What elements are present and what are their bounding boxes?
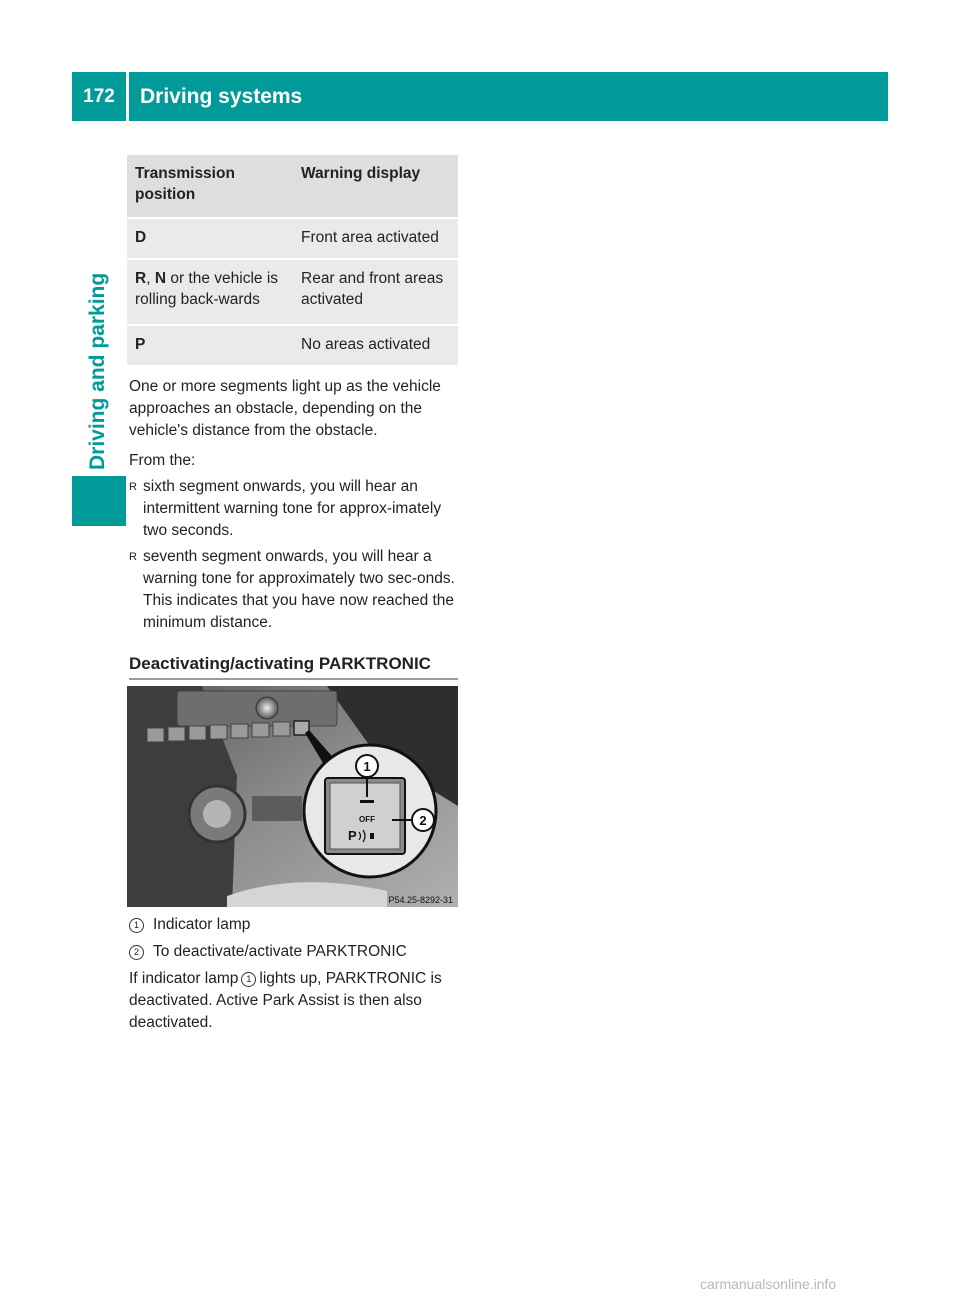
watermark: carmanualsonline.info — [700, 1276, 837, 1292]
volume-knob — [256, 697, 278, 719]
page-number: 172 — [83, 85, 115, 107]
note-number-icon: 1 — [241, 972, 256, 987]
callout-2-number: 2 — [419, 813, 427, 828]
legend-number-icon: 2 — [129, 945, 144, 960]
bullet-mark-icon: R — [129, 481, 137, 493]
legend-note — [129, 968, 464, 1034]
parktronic-figure — [127, 686, 458, 907]
legend-text: Indicator lamp — [153, 916, 251, 933]
cell-position — [127, 325, 293, 366]
cell-position — [127, 218, 293, 259]
note-text-end: lights up, PARKTRONIC is deactivated. Active Park Assist is then also deactivated. — [129, 970, 442, 1031]
car-icon — [370, 833, 374, 839]
figure-code: P54.25-8292-31 — [388, 895, 453, 905]
legend-item — [129, 941, 464, 963]
position-code: N — [154, 270, 167, 287]
table-row — [127, 325, 458, 366]
climate-display — [252, 796, 302, 821]
table-row — [127, 218, 458, 259]
position-code: R — [135, 270, 147, 287]
legend-item — [129, 914, 464, 936]
position-separator: , — [146, 270, 155, 287]
legend-text: To deactivate/activate PARKTRONIC — [153, 943, 407, 960]
list-item — [129, 476, 462, 542]
table-header-row — [127, 155, 458, 218]
section-title: Driving systems — [140, 84, 303, 108]
parking-symbol-icon: P — [348, 828, 357, 843]
figure-legend — [129, 914, 464, 1034]
position-description: or the vehicle is rolling back-wards — [135, 270, 279, 308]
cell-display: Front area activated — [293, 218, 458, 259]
button-off-label: OFF — [359, 815, 375, 824]
section-heading: Deactivating/activating PARKTRONIC — [129, 654, 458, 680]
callout-1-number: 1 — [363, 759, 371, 774]
list-item — [129, 546, 462, 634]
header-transmission-position: Transmission position — [127, 155, 293, 218]
indicator-lamp — [360, 800, 374, 803]
list-item-text: sixth segment onwards, you will hear an intermittent warning tone for approx-imately two seconds. — [143, 478, 442, 539]
note-text-start: If indicator lamp — [129, 970, 239, 987]
transmission-table — [127, 155, 458, 367]
header-warning-display: Warning display — [293, 155, 458, 218]
cell-position — [127, 259, 293, 325]
position-code: P — [135, 336, 146, 353]
position-code: D — [135, 229, 147, 246]
cell-display: Rear and front areas activated — [293, 259, 458, 325]
list-item-text: seventh segment onwards, you will hear a warning tone for approximately two sec-onds. This indicates that you have now reached the minimum distance. — [143, 548, 455, 631]
side-tab-label: Driving and parking — [86, 272, 109, 470]
legend-number-icon: 1 — [129, 918, 144, 933]
header-divider — [126, 72, 129, 121]
body-text — [129, 376, 462, 638]
side-tab-marker — [72, 476, 126, 526]
climate-dial-center — [203, 800, 231, 828]
bullet-mark-icon: R — [129, 551, 137, 563]
cell-display: No areas activated — [293, 325, 458, 366]
table-row — [127, 259, 458, 325]
paragraph-from: From the: — [129, 452, 196, 469]
paragraph: One or more segments light up as the vehicle approaches an obstacle, depending on the vehicle's distance from the obstacle. — [129, 378, 441, 439]
